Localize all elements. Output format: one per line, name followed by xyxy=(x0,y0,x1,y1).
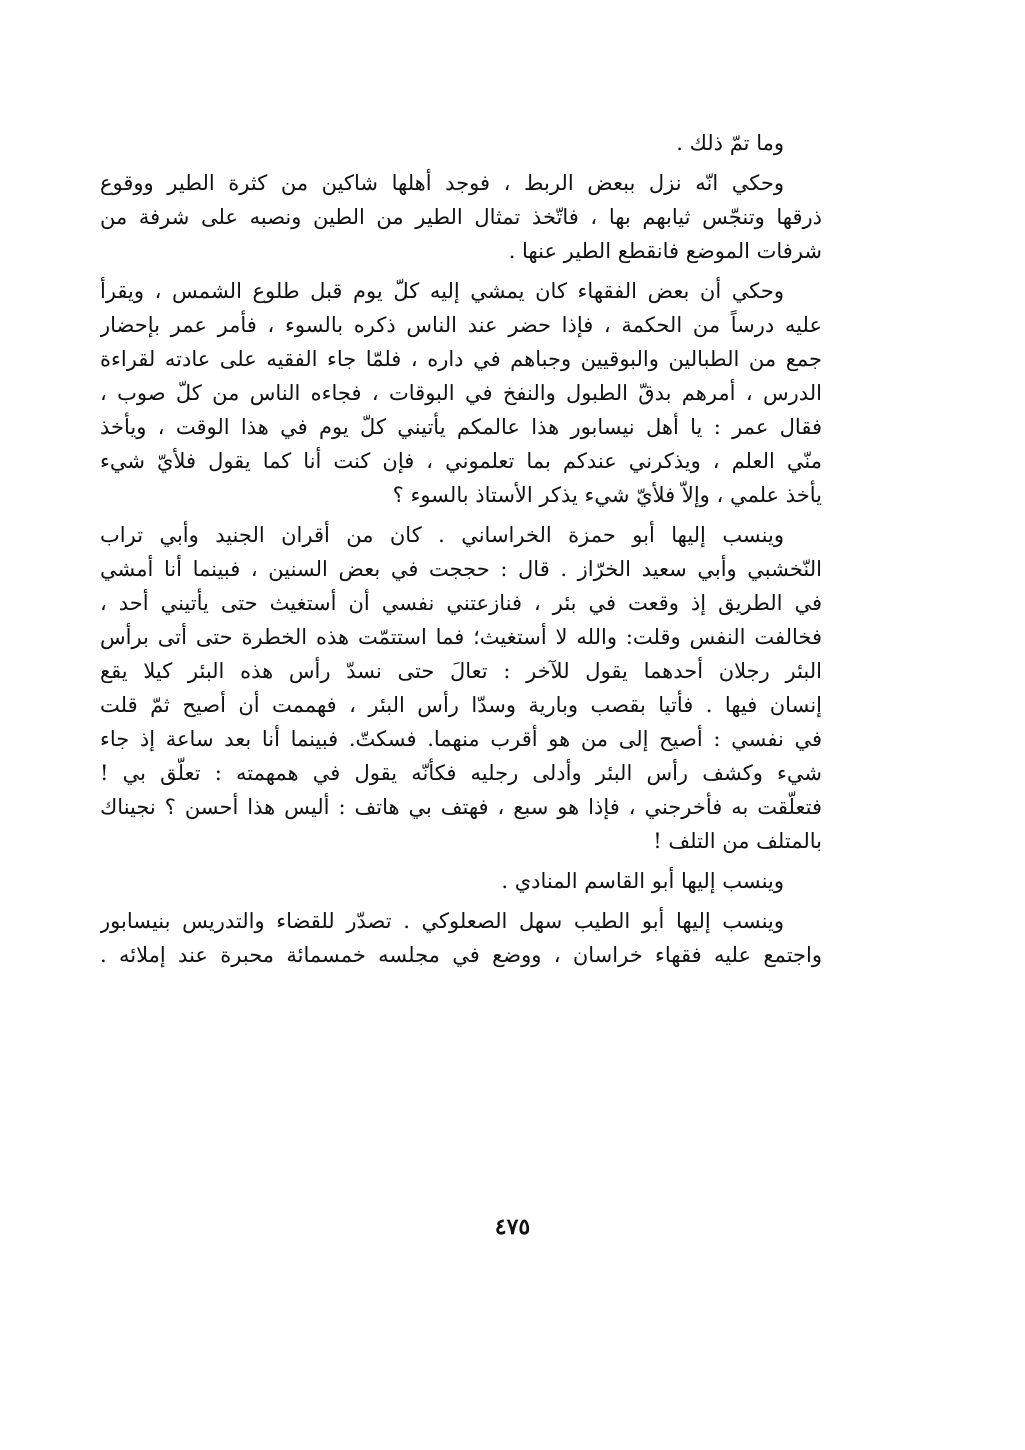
paragraph xyxy=(100,518,822,858)
text-line: بالمتلف من التلف ! xyxy=(653,829,822,853)
text-line: جمع من الطبالين والبوقيين وجباهم في داره ، فلمّا جاء الفقيه على عادته لقراءة xyxy=(100,347,822,371)
text-line: وحكي أن بعض الفقهاء كان يمشي إليه كلّ يوم قبل طلوع الشمس ، ويقرأ xyxy=(100,279,784,303)
paragraph xyxy=(100,864,822,898)
text-line: وما تمّ ذلك . xyxy=(676,131,784,155)
paragraph xyxy=(100,274,822,512)
text-line: فقال عمر : يا أهل نيسابور هذا عالمكم يأتيني كلّ يوم في هذا الوقت ، ويأخذ xyxy=(100,415,822,439)
paragraph xyxy=(100,904,822,972)
text-line: في الطريق إذ وقعت في بئر ، فنازعتني نفسي أن أستغيث حتى يأتيني أحد ، xyxy=(100,591,822,615)
text-line: شيء وكشف رأس البئر وأدلى رجليه فكأنّه يقول في همهمته : تعلّق بي ! xyxy=(100,761,822,785)
page-number: ٤٧٥ xyxy=(494,1214,531,1240)
text-line: يأخذ علمي ، وإلاّ فلأيّ شيء يذكر الأستاذ بالسوء ؟ xyxy=(392,483,822,507)
text-line: في نفسي : أصيح إلى من هو أقرب منهما. فسكتّ. فبينما أنا بعد ساعة إذ جاء xyxy=(100,727,822,751)
text-line: النّخشبي وأبي سعيد الخرّاز . قال : حججت في بعض السنين ، فبينما أنا أمشي xyxy=(100,557,822,581)
page-body xyxy=(100,126,822,972)
text-line: فخالفت النفس وقلت: والله لا أستغيث؛ فما استتمّت هذه الخطرة حتى أتى برأس xyxy=(100,625,822,649)
text-line: واجتمع عليه فقهاء خراسان ، ووضع في مجلسه خمسمائة محبرة عند إملائه . xyxy=(100,943,822,967)
text-line: وينسب إليها أبو الطيب سهل الصعلوكي . تصدّر للقضاء والتدريس بنيسابور xyxy=(100,909,784,933)
text-line: البئر رجلان أحدهما يقول للآخر : تعالَ حتى نسدّ رأس هذه البئر كيلا يقع xyxy=(100,659,822,683)
text-line: إنسان فيها . فأتيا بقصب وبارية وسدّا رأس البئر ، فهممت أن أصيح ثمّ قلت xyxy=(100,693,822,717)
paragraph xyxy=(100,126,822,160)
paragraph xyxy=(100,166,822,268)
text-line: فتعلّقت به فأخرجني ، فإذا هو سبع ، فهتف بي هاتف : أليس هذا أحسن ؟ نجيناك xyxy=(100,795,822,819)
text-line: عليه درساً من الحكمة ، فإذا حضر عند الناس ذكره بالسوء ، فأمر عمر بإحضار xyxy=(100,313,822,337)
text-line: الدرس ، أمرهم بدقّ الطبول والنفخ في البوقات ، فجاءه الناس من كلّ صوب ، xyxy=(100,381,822,405)
text-line: منّي العلم ، ويذكرني عندكم بما تعلموني ، فإن كنت أنا كما يقول فلأيّ شيء xyxy=(100,449,822,473)
text-line: شرفات الموضع فانقطع الطير عنها . xyxy=(508,239,822,263)
text-line: وحكي انّه نزل ببعض الربط ، فوجد أهلها شاكين من كثرة الطير ووقوع xyxy=(100,171,784,195)
text-line: وينسب إليها أبو حمزة الخراساني . كان من أقران الجنيد وأبي تراب xyxy=(100,523,784,547)
text-line: وينسب إليها أبو القاسم المنادي . xyxy=(501,869,784,893)
text-line: ذرقها وتنجّس ثيابهم بها ، فاتّخذ تمثال الطير من الطين ونصبه على شرفة من xyxy=(100,205,822,229)
